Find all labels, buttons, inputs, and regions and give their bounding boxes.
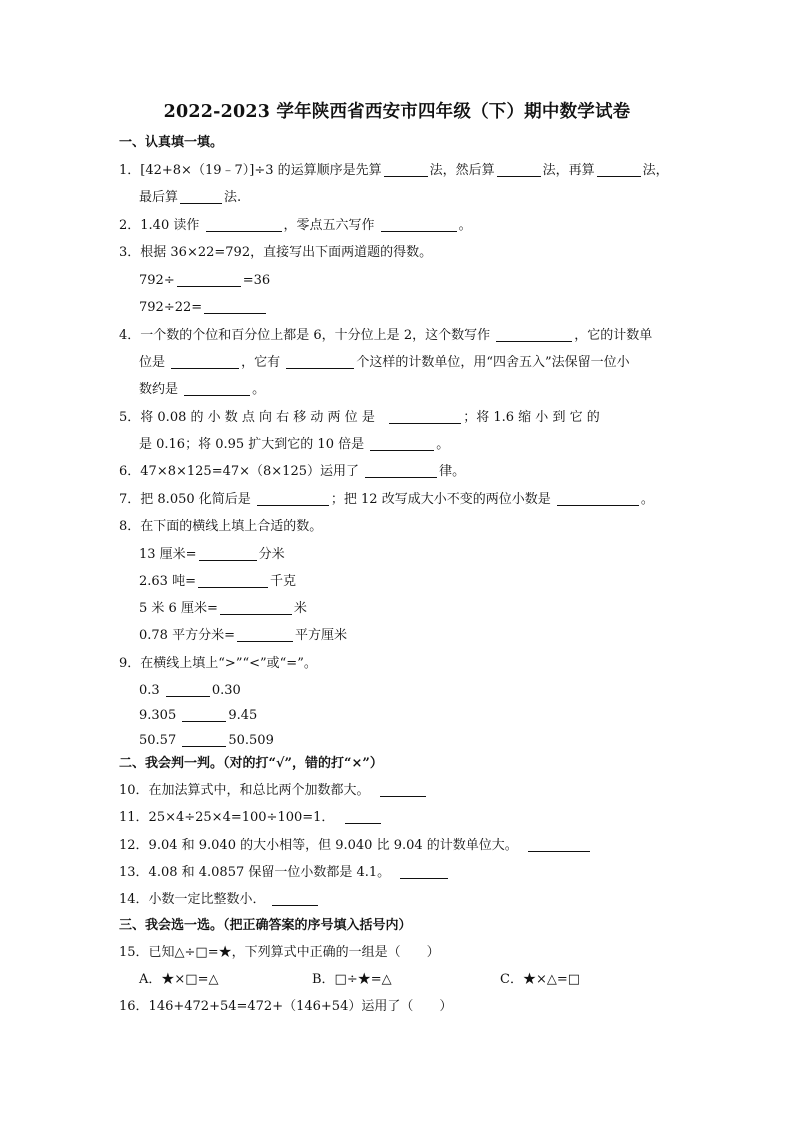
question-number: 10．: [119, 783, 149, 798]
question-14: 14．小数一定比整数小．: [119, 890, 320, 910]
question-9-sub-2: 9.305 9.45: [139, 708, 258, 723]
question-number: 16．: [119, 999, 149, 1014]
answer-blank[interactable]: [198, 573, 268, 588]
answer-blank[interactable]: [272, 891, 318, 906]
question-8-sub-2: 2.63 吨= 千克: [139, 574, 296, 589]
answer-blank[interactable]: [237, 627, 293, 642]
section-fill-in: 一、认真填一填。: [119, 135, 224, 150]
answer-blank[interactable]: [384, 162, 428, 177]
question-7: 7．把 8.050 化简后是 ；把 12 改写成大小不变的两位小数是 。: [119, 492, 654, 507]
answer-blank[interactable]: [389, 409, 461, 424]
question-9: 9．在横线上填上“>”“<”或“=”。: [119, 656, 317, 671]
question-4-line-3: 数约是 。: [139, 382, 266, 397]
question-11: 11．25×4÷25×4=100÷100=1．: [119, 808, 383, 828]
question-6: 6．47×8×125=47×（8×125）运用了 律。: [119, 464, 466, 479]
answer-blank[interactable]: [496, 327, 572, 342]
answer-blank[interactable]: [380, 782, 426, 797]
question-4-line-2: 位是 ，它有 个这样的计数单位，用“四舍五入”法保留一位小: [139, 355, 630, 370]
answer-blank[interactable]: [199, 546, 257, 561]
answer-blank[interactable]: [182, 732, 226, 747]
question-8-sub-4: 0.78 平方分米= 平方厘米: [139, 628, 347, 643]
answer-blank[interactable]: [528, 837, 590, 852]
answer-blank[interactable]: [204, 299, 266, 314]
answer-blank[interactable]: [180, 189, 222, 204]
answer-blank[interactable]: [220, 600, 292, 615]
answer-blank[interactable]: [184, 381, 250, 396]
answer-blank[interactable]: [497, 162, 541, 177]
answer-blank[interactable]: [206, 217, 282, 232]
question-number: 13．: [119, 865, 149, 880]
question-8-sub-3: 5 米 6 厘米= 米: [139, 601, 307, 616]
question-number: 14．: [119, 892, 149, 907]
question-5-line-1: 5．将 0.08 的 小 数 点 向 右 移 动 两 位 是 ；将 1.6 缩 小 到 它 的: [119, 410, 600, 425]
question-1-line-1: 1．[42+8×（19﹣7）]÷3 的运算顺序是先算 法，然后算 法，再算 法，: [119, 163, 669, 178]
answer-blank[interactable]: [370, 436, 434, 451]
option-b[interactable]: B．□÷★=△: [312, 972, 392, 987]
question-number: 5．: [119, 410, 141, 425]
question-number: 15．: [119, 945, 149, 960]
question-1-line-2: 最后算 法.: [139, 190, 242, 205]
question-number: 7．: [119, 492, 141, 507]
answer-blank[interactable]: [345, 809, 381, 824]
option-a[interactable]: A．★×□=△: [139, 972, 219, 987]
question-number: 12．: [119, 838, 149, 853]
question-5-line-2: 是 0.16；将 0.95 扩大到它的 10 倍是 。: [139, 437, 450, 452]
question-number: 8．: [119, 519, 141, 534]
answer-blank[interactable]: [365, 463, 437, 478]
answer-blank[interactable]: [166, 682, 210, 697]
question-10: 10．在加法算式中，和总比两个加数都大。: [119, 781, 428, 801]
section-multiple-choice: 三、我会选一选。（把正确答案的序号填入括号内）: [119, 918, 412, 933]
answer-blank[interactable]: [257, 491, 329, 506]
question-8-sub-1: 13 厘米= 分米: [139, 547, 285, 562]
question-number: 3．: [119, 245, 141, 260]
question-number: 9．: [119, 656, 141, 671]
question-3: 3．根据 36×22=792，直接写出下面两道题的得数。: [119, 245, 433, 260]
question-number: 6．: [119, 464, 141, 479]
question-16: 16．146+472+54=472+（146+54）运用了（ ）: [119, 999, 453, 1014]
question-13: 13．4.08 和 4.0857 保留一位小数都是 4.1。: [119, 863, 450, 883]
question-number: 11．: [119, 810, 149, 825]
question-9-sub-3: 50.57 50.509: [139, 733, 274, 748]
question-3-sub-2: 792÷22=: [139, 298, 268, 318]
option-c[interactable]: C．★×△=□: [500, 972, 581, 987]
question-number: 4．: [119, 328, 141, 343]
question-number: 1．: [119, 163, 141, 178]
question-15: 15．已知△÷□=★，下列算式中正确的一组是（ ）: [119, 945, 440, 960]
answer-blank[interactable]: [597, 162, 641, 177]
question-number: 2．: [119, 218, 141, 233]
answer-blank[interactable]: [400, 864, 448, 879]
answer-blank[interactable]: [286, 354, 354, 369]
question-8: 8．在下面的横线上填上合适的数。: [119, 519, 323, 534]
answer-blank[interactable]: [182, 707, 226, 722]
section-true-false: 二、我会判一判。（对的打“√”，错的打“×”）: [119, 756, 383, 771]
question-2: 2．1.40 读作 ，零点五六写作 。: [119, 218, 472, 233]
answer-blank[interactable]: [171, 354, 239, 369]
page-title: 2022-2023 学年陕西省西安市四年级（下）期中数学试卷: [163, 102, 631, 122]
question-4-line-1: 4．一个数的个位和百分位上都是 6，十分位上是 2，这个数写作 ，它的计数单: [119, 328, 653, 343]
question-3-sub-1: 792÷ =36: [139, 273, 271, 288]
question-9-sub-1: 0.3 0.30: [139, 683, 241, 698]
answer-blank[interactable]: [381, 217, 457, 232]
answer-blank[interactable]: [177, 272, 241, 287]
answer-blank[interactable]: [557, 491, 639, 506]
question-12: 12．9.04 和 9.040 的大小相等，但 9.040 比 9.04 的计数单位大。: [119, 836, 592, 856]
